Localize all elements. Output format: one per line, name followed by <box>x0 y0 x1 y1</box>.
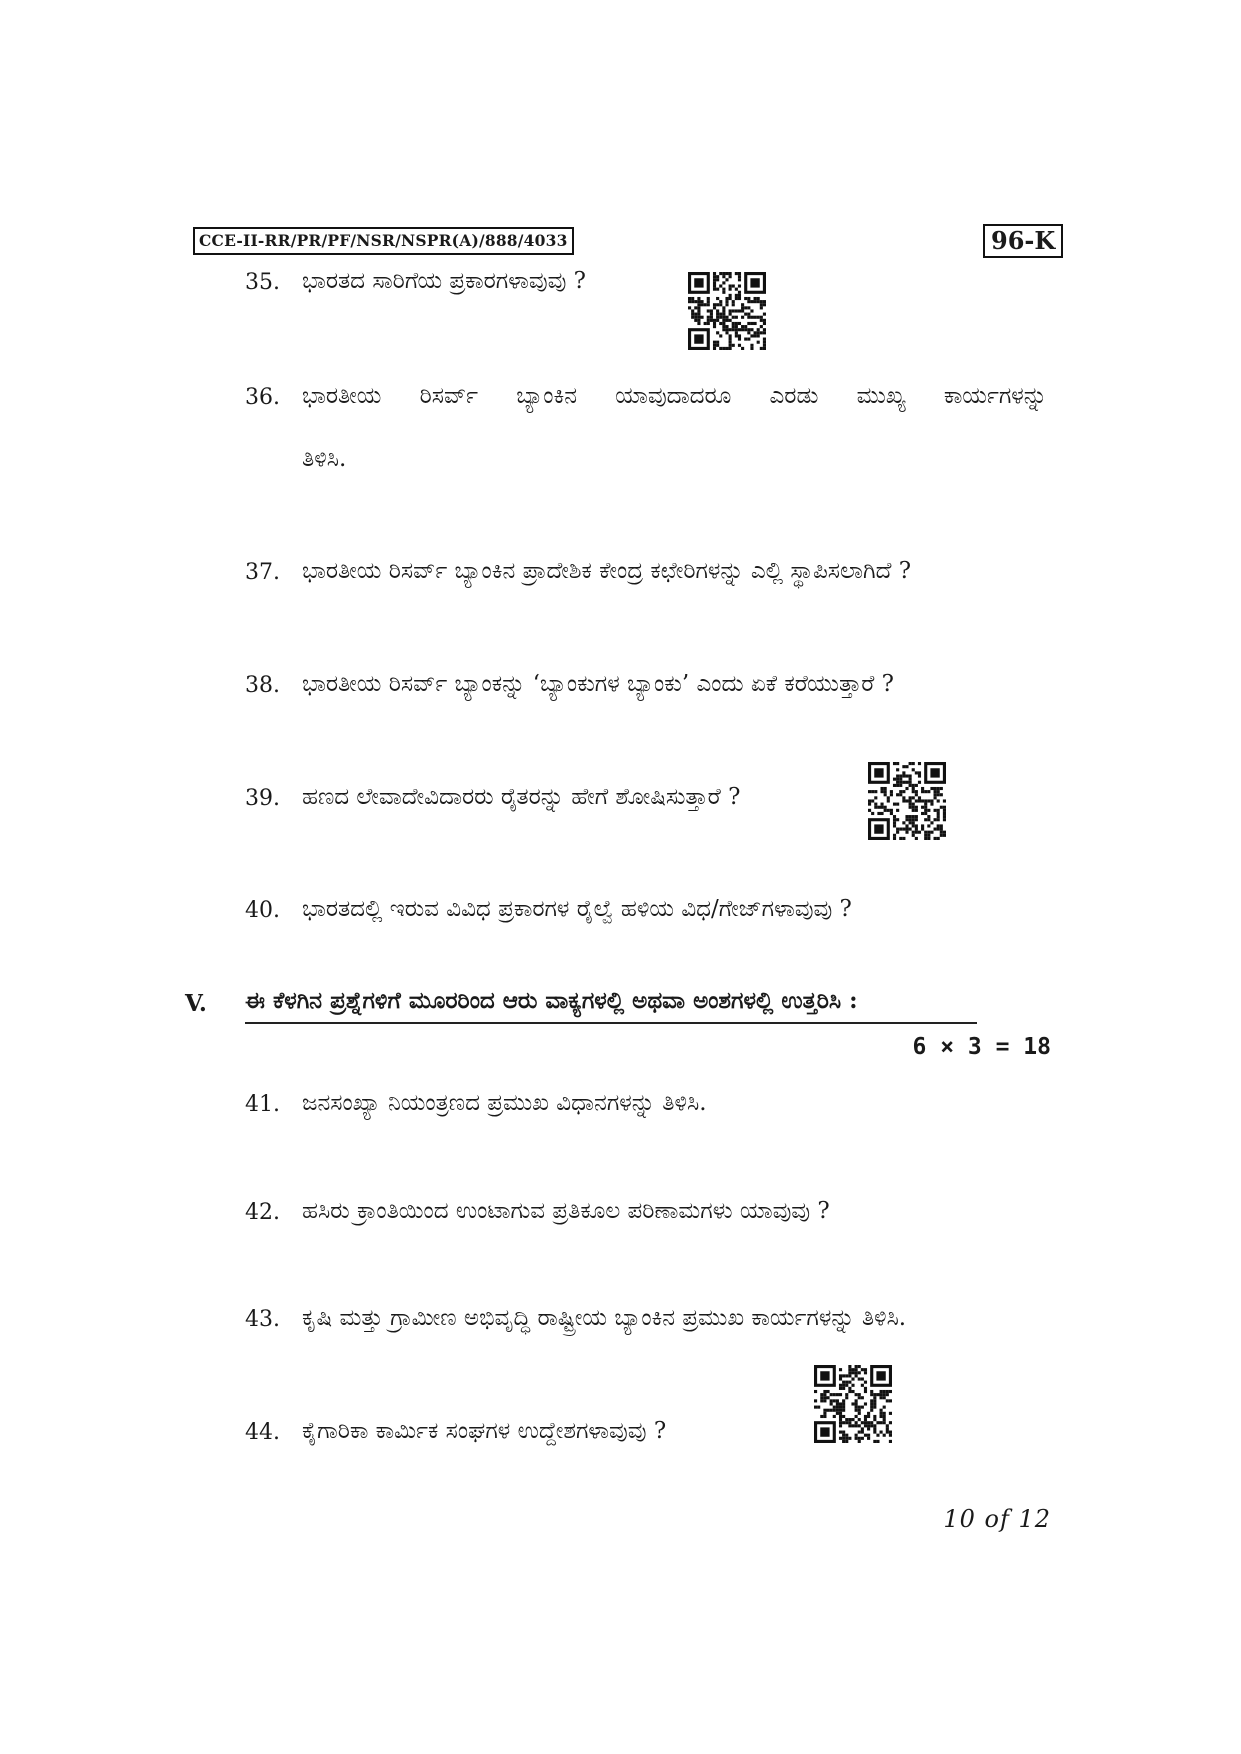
question-number: 41. <box>245 1092 280 1117</box>
section-marks: 6 × 3 = 18 <box>912 1034 1051 1060</box>
page-number: 10 of 12 <box>943 1505 1051 1533</box>
question-text: ಕೃಷಿ ಮತ್ತು ಗ್ರಾಮೀಣ ಅಭಿವೃದ್ಧಿ ರಾಷ್ಟ್ರೀಯ ಬ್ಯಾಂಕಿನ ಪ್ರಮುಖ ಕಾರ್ಯಗಳನ್ನು ತಿಳಿಸಿ. <box>302 1305 907 1331</box>
question-text: ಜನಸಂಖ್ಯಾ ನಿಯಂತ್ರಣದ ಪ್ರಮುಖ ವಿಧಾನಗಳನ್ನು ತಿಳಿಸಿ. <box>302 1090 707 1116</box>
question-text: ಕೈಗಾರಿಕಾ ಕಾರ್ಮಿಕ ಸಂಘಗಳ ಉದ್ದೇಶಗಳಾವುವು ? <box>302 1418 667 1444</box>
question-text: ಹಸಿರು ಕ್ರಾಂತಿಯಿಂದ ಉಂಟಾಗುವ ಪ್ರತಿಕೂಲ ಪರಿಣಾಮಗಳು ಯಾವುವು ? <box>302 1198 830 1224</box>
question-text: ಹಣದ ಲೇವಾದೇವಿದಾರರು ರೈತರನ್ನು ಹೇಗೆ ಶೋಷಿಸುತ್ತಾರೆ ? <box>302 784 741 810</box>
question-number: 35. <box>245 270 280 295</box>
section-label: V. <box>185 990 207 1017</box>
question-text: ಭಾರತೀಯ ರಿಸರ್ವ್ ಬ್ಯಾಂಕಿನ ಪ್ರಾದೇಶಿಕ ಕೇಂದ್ರ ಕಛೇರಿಗಳನ್ನು ಎಲ್ಲಿ ಸ್ಥಾಪಿಸಲಾಗಿದೆ ? <box>302 558 912 584</box>
section-heading: ಈ ಕೆಳಗಿನ ಪ್ರಶ್ನೆಗಳಿಗೆ ಮೂರರಿಂದ ಆರು ವಾಕ್ಯಗಳಲ್ಲಿ ಅಥವಾ ಅಂಶಗಳಲ್ಲಿ ಉತ್ತರಿಸಿ : <box>245 987 977 1024</box>
question-number: 44. <box>245 1420 280 1445</box>
paper-code: CCE-II-RR/PR/PF/NSR/NSPR(A)/888/4033 <box>193 227 574 255</box>
qr-code-icon <box>868 762 946 840</box>
question-number: 42. <box>245 1200 280 1225</box>
question-number: 43. <box>245 1307 280 1332</box>
qr-code-icon <box>814 1365 892 1443</box>
question-number: 39. <box>245 786 280 811</box>
question-text-continuation: ತಿಳಿಸಿ. <box>302 446 347 472</box>
set-code: 96-K <box>983 224 1063 258</box>
question-number: 37. <box>245 560 280 585</box>
question-text: ಭಾರತದ ಸಾರಿಗೆಯ ಪ್ರಕಾರಗಳಾವುವು ? <box>302 268 586 294</box>
qr-code-icon <box>688 272 766 350</box>
question-number: 38. <box>245 673 280 698</box>
question-text: ಭಾರತೀಯ ರಿಸರ್ವ್ ಬ್ಯಾಂಕನ್ನು ‘ಬ್ಯಾಂಕುಗಳ ಬ್ಯಾಂಕು’ ಎಂದು ಏಕೆ ಕರೆಯುತ್ತಾರೆ ? <box>302 671 894 697</box>
question-text: ಭಾರತದಲ್ಲಿ ಇರುವ ವಿವಿಧ ಪ್ರಕಾರಗಳ ರೈಲ್ವೆ ಹಳಿಯ ವಿಧ/ಗೇಜ್‌ಗಳಾವುವು ? <box>302 896 852 922</box>
question-number: 40. <box>245 898 280 923</box>
question-text: ಭಾರತೀಯ ರಿಸರ್ವ್ ಬ್ಯಾಂಕಿನ ಯಾವುದಾದರೂ ಎರಡು ಮುಖ್ಯ ಕಾರ್ಯಗಳನ್ನು <box>302 383 1047 409</box>
question-number: 36. <box>245 385 280 410</box>
